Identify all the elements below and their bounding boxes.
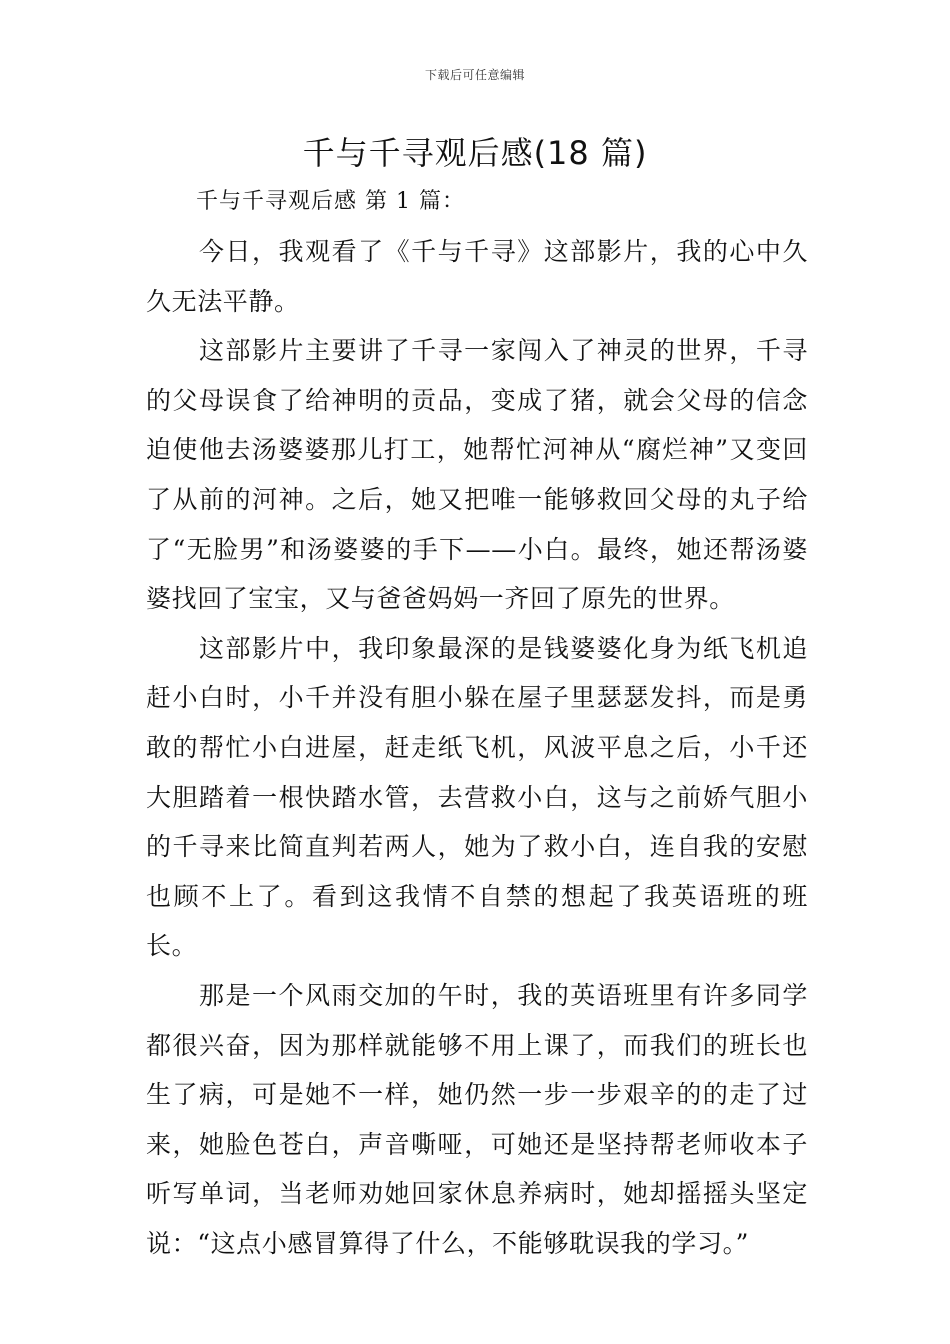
section-heading: 千与千寻观后感 第 1 篇： bbox=[196, 189, 465, 214]
paragraph: 这部影片主要讲了千寻一家闯入了神灵的世界，千寻的父母误食了给神明的贡品，变成了猪，就会父母的信念迫使他去汤婆婆那儿打工，她帮忙河神从“腐烂神”又变回了从前的河神。之后，她又把唯一能够救回父母的丸子给了“无脸男”和汤婆婆的手下——小白。最终，她还帮汤婆婆找回了宝宝，又与爸爸妈妈一齐回了原先的世界。 bbox=[146, 336, 808, 614]
paragraph: 今日，我观看了《千与千寻》这部影片，我的心中久久无法平静。 bbox=[146, 237, 808, 316]
body-text bbox=[146, 227, 808, 1268]
document-title: 千与千寻观后感(18 篇) bbox=[302, 134, 648, 172]
header-note: 下载后可任意编辑 bbox=[424, 68, 525, 82]
paragraph: 这部影片中，我印象最深的是钱婆婆化身为纸飞机追赶小白时，小千并没有胆小躲在屋子里瑟瑟发抖，而是勇敢的帮忙小白进屋，赶走纸飞机，风波平息之后，小千还大胆踏着一根快踏水管，去营救小白，这与之前娇气胆小的千寻来比简直判若两人，她为了救小白，连自我的安慰也顾不上了。看到这我情不自禁的想起了我英语班的班长。 bbox=[146, 633, 808, 961]
paragraph: 那是一个风雨交加的午时，我的英语班里有许多同学都很兴奋，因为那样就能够不用上课了，而我们的班长也生了病，可是她不一样，她仍然一步一步艰辛的的走了过来，她脸色苍白，声音嘶哑，可她还是坚持帮老师收本子听写单词，当老师劝她回家休息养病时，她却摇摇头坚定说：“这点小感冒算得了什么，不能够耽误我的学习。” bbox=[146, 980, 808, 1258]
